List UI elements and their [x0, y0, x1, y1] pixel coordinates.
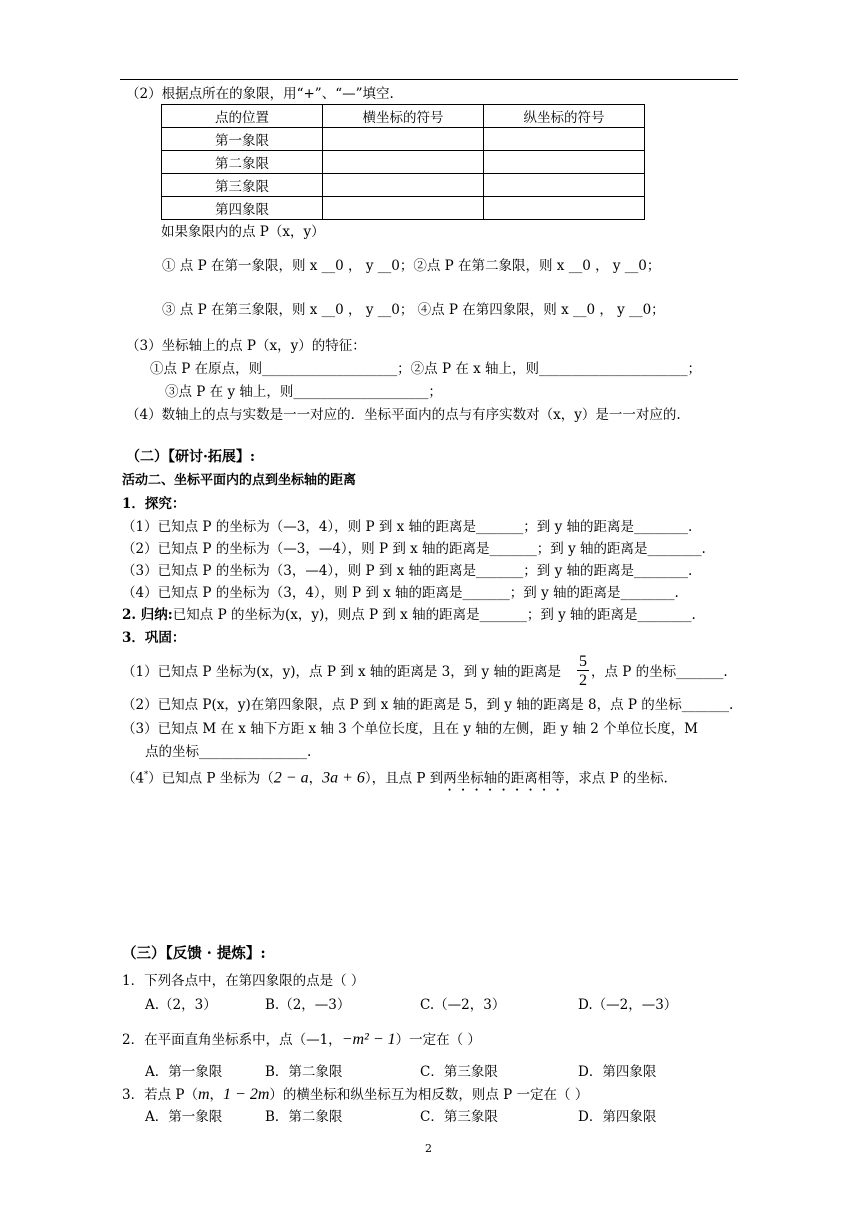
part4-text: （4）数轴上的点与实数是一一对应的．坐标平面内的点与有序实数对（x，y）是一一对应的.: [126, 407, 681, 423]
q2-text-a: 2．在平面直角坐标系中，点（—1，: [122, 1032, 342, 1048]
table-row: [162, 151, 645, 174]
q3-option-b: B．第二象限: [265, 1109, 343, 1125]
q3-comma: ，: [209, 1087, 224, 1103]
c4-prefix: （4: [122, 770, 145, 787]
table-cell: [484, 197, 645, 220]
table-header-row: [162, 105, 645, 128]
q1-option-a: A.（2，3）: [145, 997, 217, 1013]
q3-option-c: C．第三象限: [420, 1109, 498, 1125]
c4-text-b: ），且点 P 到: [364, 770, 444, 787]
q2-option-b: B．第二象限: [265, 1064, 343, 1080]
explore-title: 1．探究：: [122, 496, 186, 512]
c4-emphasis: 两坐标轴的距离相等: [443, 770, 565, 787]
explore-item: （3）已知点 P 的坐标为（3，—4），则 P 到 x 轴的距离是_______；到 y 轴的距离是________.: [122, 563, 693, 579]
q3-option-d: D．第四象限: [578, 1109, 657, 1125]
table-cell: [323, 174, 484, 197]
q2-option-a: A．第一象限: [145, 1064, 223, 1080]
table-cell: [323, 197, 484, 220]
table-cell: [323, 128, 484, 151]
summary-label: 2. 归纳:: [122, 607, 173, 623]
summary-line: [122, 607, 696, 623]
c4-text-c: ，求点 P 的坐标.: [564, 770, 668, 787]
section2-title: （二）【研讨·拓展】:: [126, 449, 256, 465]
c4-comma: ，: [308, 770, 323, 787]
q3-text-a: 3．若点 P（: [122, 1087, 198, 1103]
table-cell: 第二象限: [162, 151, 323, 174]
explore-item: （4）已知点 P 的坐标为（3，4），则 P 到 x 轴的距离是_______；到 y 轴的距离是________.: [122, 585, 679, 601]
q1-option-b: B.（2，—3）: [265, 997, 351, 1013]
c4-math-y: 3a + 6: [322, 769, 365, 787]
quadrant-line-1: ① 点 P 在第一象限，则 x __0 ， y __0；②点 P 在第二象限，则 x __0 ， y __0；: [162, 258, 661, 274]
q2-option-d: D．第四象限: [578, 1064, 657, 1080]
q3-math-x: m: [197, 1086, 210, 1103]
table-row: [162, 174, 645, 197]
part3-line-1: ①点 P 在原点，则____________________；②点 P 在 x 轴上，则______________________；: [150, 361, 702, 377]
consolidate-2: （2）已知点 P(x，y)在第四象限，点 P 到 x 轴的距离是 5，到 y 轴的距离是 8，点 P 的坐标_______.: [122, 697, 734, 713]
explore-item: （2）已知点 P 的坐标为（—3，—4），则 P 到 x 轴的距离是_______；到 y 轴的距离是________.: [122, 541, 706, 557]
activity-title: 活动二、坐标平面内的点到坐标轴的距离: [122, 473, 357, 488]
q2-text-b: ）一定在（ ）: [395, 1032, 481, 1048]
table-header-cell: 点的位置: [162, 105, 323, 128]
fraction-denominator: 2: [579, 672, 587, 689]
table-row: [162, 128, 645, 151]
table-header-cell: 横坐标的符号: [323, 105, 484, 128]
fraction-bar: [577, 670, 589, 671]
table-cell: [484, 151, 645, 174]
q2-option-c: C．第三象限: [420, 1064, 498, 1080]
consolidate-1-tail: ，点 P 的坐标_______.: [591, 664, 728, 680]
question-3: [122, 1087, 588, 1103]
consolidate-title: 3．巩固：: [122, 630, 186, 646]
header-rule: [120, 79, 738, 80]
quadrant-intro: 如果象限内的点 P（x，y）: [161, 224, 325, 240]
q3-math-y: 1 − 2m: [223, 1086, 270, 1103]
table-header-cell: 纵坐标的符号: [484, 105, 645, 128]
part2-heading: （2）根据点所在的象限，用“+”、“—”填空.: [126, 86, 394, 102]
summary-text: 已知点 P 的坐标为(x，y)，则点 P 到 x 轴的距离是_______；到 y 轴的距离是________.: [172, 607, 696, 623]
q3-option-a: A．第一象限: [145, 1109, 223, 1125]
table-cell: [323, 151, 484, 174]
q1-option-d: D.（—2，—3）: [578, 997, 678, 1013]
c4-star: *: [144, 770, 149, 779]
table-cell: 第四象限: [162, 197, 323, 220]
question-2: [122, 1032, 481, 1048]
q2-math: −m² − 1: [341, 1031, 396, 1048]
fraction-numerator: 5: [579, 653, 587, 670]
consolidate-1-text: （1）已知点 P 坐标为(x，y)，点 P 到 x 轴的距离是 3，到 y 轴的距离是: [122, 664, 561, 680]
table-cell: [484, 174, 645, 197]
consolidate-3-line-2: 点的坐标________________.: [145, 744, 312, 760]
explore-item: （1）已知点 P 的坐标为（—3，4），则 P 到 x 轴的距离是_______；到 y 轴的距离是________.: [122, 519, 693, 535]
part3-line-2: ③点 P 在 y 轴上，则____________________；: [165, 384, 442, 400]
table-cell: [484, 128, 645, 151]
section3-title: （三）【反馈 · 提炼】:: [122, 945, 266, 962]
question-1: 1．下列各点中，在第四象限的点是（ ）: [122, 973, 365, 989]
table-cell: 第三象限: [162, 174, 323, 197]
consolidate-4: [122, 767, 668, 795]
q1-option-c: C.（—2，3）: [420, 997, 506, 1013]
table-cell: 第一象限: [162, 128, 323, 151]
part3-heading: （3）坐标轴上的点 P（x，y）的特征：: [126, 338, 366, 354]
quadrant-line-2: ③ 点 P 在第三象限，则 x __0 ， y __0； ④点 P 在第四象限，则 x __0 ， y __0；: [162, 302, 665, 318]
consolidate-3-line-1: （3）已知点 M 在 x 轴下方距 x 轴 3 个单位长度，且在 y 轴的左侧，距 y 轴 2 个单位长度，M: [122, 721, 698, 737]
quadrant-sign-table: [161, 104, 645, 220]
c4-text-a: ）已知点 P 坐标为（: [148, 770, 274, 787]
page-number: 2: [425, 1142, 432, 1155]
q3-text-b: ）的横坐标和纵坐标互为相反数，则点 P 一定在（ ）: [269, 1087, 589, 1103]
table-row: [162, 197, 645, 220]
c4-math-x: 2 − a: [273, 769, 309, 787]
